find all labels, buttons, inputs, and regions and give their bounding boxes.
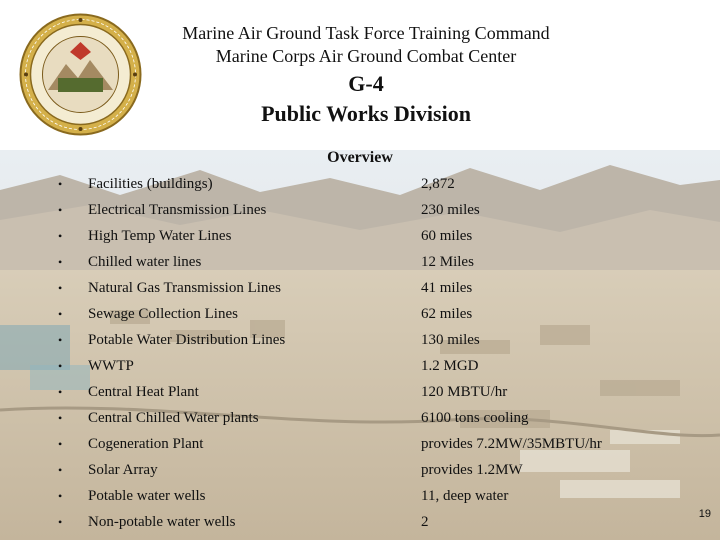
- item-label: WWTP: [88, 358, 134, 374]
- list-item: [0, 434, 720, 460]
- header-line-center: Marine Corps Air Ground Combat Center: [215, 46, 517, 66]
- item-value: 62 miles: [421, 306, 473, 322]
- item-value: 6100 tons cooling: [421, 410, 529, 426]
- list-item: [0, 304, 720, 330]
- bullet: •: [58, 359, 63, 373]
- item-label: Central Heat Plant: [88, 384, 199, 400]
- bullet: •: [58, 203, 63, 217]
- item-value: 2,872: [421, 176, 455, 192]
- item-label: Potable water wells: [88, 488, 206, 504]
- item-label: Electrical Transmission Lines: [88, 202, 267, 218]
- list-item: [0, 408, 720, 434]
- bullet: •: [58, 177, 63, 191]
- header-line-command: Marine Air Ground Task Force Training Command: [182, 23, 550, 43]
- list-item: [0, 330, 720, 356]
- list-item: [0, 460, 720, 486]
- list-item: [0, 278, 720, 304]
- bullet: •: [58, 437, 63, 451]
- page-number: 19: [698, 508, 711, 520]
- bullet: •: [58, 515, 63, 529]
- list-item: [0, 512, 720, 538]
- item-label: Central Chilled Water plants: [88, 410, 259, 426]
- list-item: [0, 486, 720, 512]
- bullet: •: [58, 307, 63, 321]
- item-label: Sewage Collection Lines: [88, 306, 238, 322]
- list-item: [0, 226, 720, 252]
- item-value: 120 MBTU/hr: [421, 384, 508, 400]
- list-item: [0, 200, 720, 226]
- bullet: •: [58, 463, 63, 477]
- bullet: •: [58, 333, 63, 347]
- item-value: 130 miles: [421, 332, 480, 348]
- item-label: High Temp Water Lines: [88, 228, 232, 244]
- item-label: Natural Gas Transmission Lines: [88, 280, 281, 296]
- bullet: •: [58, 411, 63, 425]
- header-line-g4: G-4: [348, 71, 384, 96]
- bullet: •: [58, 385, 63, 399]
- item-label: Potable Water Distribution Lines: [88, 332, 286, 348]
- item-value: provides 7.2MW/35MBTU/hr: [421, 436, 602, 452]
- item-label: Facilities (buildings): [88, 176, 213, 192]
- item-value: 230 miles: [421, 202, 480, 218]
- item-value: 60 miles: [421, 228, 473, 244]
- list-item: [0, 356, 720, 382]
- page-title: Public Works Division: [261, 101, 471, 126]
- item-value: 1.2 MGD: [421, 358, 479, 374]
- bullet: •: [58, 255, 63, 269]
- list-item: [0, 252, 720, 278]
- item-value: provides 1.2MW: [421, 462, 523, 478]
- list-item: [0, 382, 720, 408]
- item-label: Cogeneration Plant: [88, 436, 204, 452]
- item-value: 12 Miles: [421, 254, 474, 270]
- item-label: Chilled water lines: [88, 254, 202, 270]
- item-label: Non-potable water wells: [88, 514, 236, 530]
- item-value: 11, deep water: [421, 488, 509, 504]
- slide-header: [0, 0, 720, 150]
- section-title: Overview: [327, 149, 393, 166]
- bullet: •: [58, 489, 63, 503]
- item-label: Solar Array: [88, 462, 158, 478]
- bullet: •: [58, 281, 63, 295]
- list-item: [0, 174, 720, 200]
- item-value: 2: [421, 514, 429, 530]
- bullet: •: [58, 229, 63, 243]
- item-value: 41 miles: [421, 280, 473, 296]
